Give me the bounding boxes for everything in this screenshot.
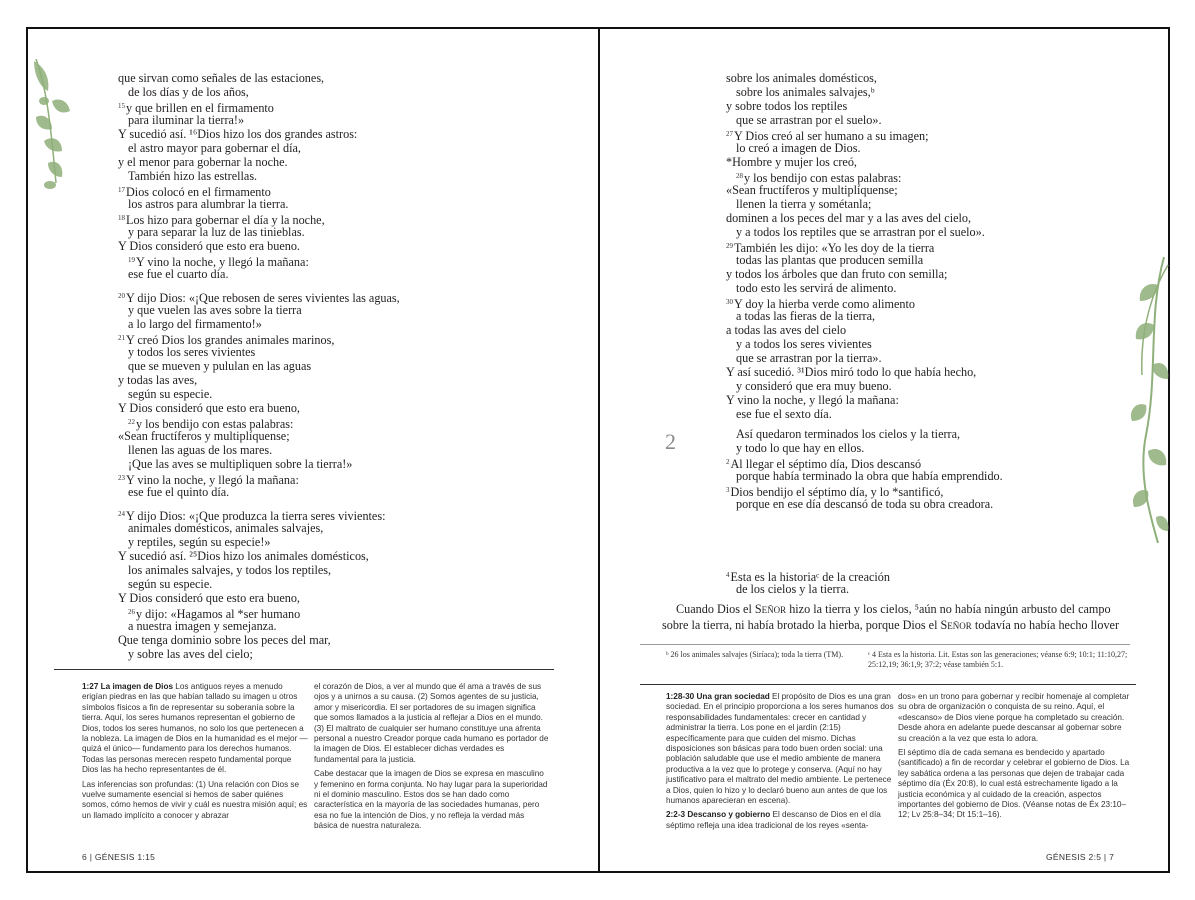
verse-text: Y doy la hierba verde como alimento [734,297,915,311]
verse-line [118,633,331,647]
verse-text: Y dijo Dios: «¡Que rebosen de seres vivientes las aguas, [126,291,400,305]
verse-line [128,535,270,549]
verse-text: Al llegar el séptimo día, Dios descansó [730,457,922,471]
verse-line [128,225,305,239]
verse-text: Y sucedió así. ²⁵Dios hizo los animales domésticos, [118,549,369,563]
verse-text: Así quedaron terminados los cielos y la tierra, [736,427,961,441]
verse-text: que se arrastran por el suelo». [736,113,882,127]
verse-line [736,337,872,351]
verse-line [128,647,253,661]
verse-line [726,155,857,169]
verse-text: Y sucedió así. ¹⁶Dios hizo los dos grandes astros: [118,127,358,141]
verse-line [726,365,976,379]
note-body: Los antiguos reyes a menudo erigían piedras en las que habían tallado su imagen u otros símbolos físicos a fin de representar su soberanía sobre la tierra. Aquí, los seres humanos representan el gobierno de Dios, todos los seres humanos, no solo los que pertenecen a la nobleza. La imagen de Dios en la humanidad es el mejor —quizá el único— fundamento para los derechos humanos. Todas las personas merecen respeto fundamental porque Dios las ha hecho representantes de él. [82,682,308,775]
verse-text: Y Dios consideró que esto era bueno, [118,401,300,415]
prose-text: todavía no había hecho llover [971,618,1120,632]
verse-number: 2 [726,458,730,466]
verse-text: llenen las aguas de los mares. [128,443,273,457]
verse-line [736,225,985,239]
verse-text: Esta es la historiaᶜ de la creación [730,570,890,584]
verse-text: «Sean fructíferos y multiplíquense; [118,429,290,443]
verse-line [118,591,300,605]
note-body: El descanso de Dios en el día séptimo refleja una idea tradicional de los reyes «senta- [666,810,881,830]
verse-line [736,379,892,393]
verse-number: 4 [726,571,730,579]
verse-text: ese fue el cuarto día. [128,267,229,281]
verse-line [118,549,369,563]
verse-text: a todas las fieras de la tierra, [736,309,876,323]
left-study-note-col2 [314,682,550,836]
note-heading-descanso: 2:2-3 Descanso y gobierno [666,810,771,820]
verse-text: y a todos los reptiles que se arrastran por el suelo». [736,225,985,239]
verse-text: según su especie. [128,387,213,401]
verse-text: Y dijo Dios: «¡Que produzca la tierra seres vivientes: [126,509,386,523]
verse-line [736,281,896,295]
verse-text: y sobre todos los reptiles [726,99,848,113]
prose-line-2 [662,617,1119,634]
verse-number: 3 [726,486,730,494]
verse-text: Y vino la noche, y llegó la mañana: [136,255,309,269]
verse-text: y dijo: «Hagamos al *ser humano [136,607,301,621]
verse-number: 28 [736,172,743,180]
verse-text: y todo lo que hay en ellos. [736,441,865,455]
prose-text: Cuando Dios el [676,602,755,616]
verse-text: a todas las aves del cielo [726,323,847,337]
verse-line [128,317,262,331]
verse-text: todas las plantas que producen semilla [736,253,924,267]
footnote-b: ᵇ 26 los animales salvajes (Siríaca); toda la tierra (TM). [666,650,844,659]
verse-line [736,85,874,99]
verse-text: sobre los animales domésticos, [726,71,877,85]
verse-text: sobre los animales salvajes,ᵇ [736,85,875,99]
verse-number: 17 [118,186,125,194]
verse-line [128,359,311,373]
verse-text: Y Dios consideró que esto era bueno, [118,591,300,605]
verse-line [128,267,229,281]
verse-text: porque había terminado la obra que había emprendido. [736,469,1003,483]
verse-line [726,267,947,281]
verse-number: 20 [118,292,125,300]
left-folio: 6 | GÉNESIS 1:15 [82,852,156,862]
verse-text: según su especie. [128,577,213,591]
right-study-note-col2 [898,692,1130,825]
verse-line [118,155,288,169]
leaf-decoration-left-icon [30,57,80,189]
verse-text: que sirvan como señales de las estaciones, [118,71,325,85]
verse-number: 22 [128,418,135,426]
verse-text: a lo largo del firmamento!» [128,317,262,331]
verse-line [128,521,323,535]
verse-text: todo esto les servirá de alimento. [736,281,897,295]
verse-number: 30 [726,298,733,306]
chapter-number: 2 [665,429,676,454]
verse-line [118,71,324,85]
verse-text: Los hizo para gobernar el día y la noche, [126,213,325,227]
verse-line [736,351,882,365]
verse-line [128,197,288,211]
verse-text: y sobre las aves del cielo; [128,647,253,661]
verse-text: También les dijo: «Yo les doy de la tierra [734,241,935,255]
verse-text: y los bendijo con estas palabras: [136,417,294,431]
verse-text: el astro mayor para gobernar el día, [128,141,301,155]
verse-text: ese fue el quinto día. [128,485,230,499]
note-body: El séptimo día de cada semana es bendecido y apartado (santificado) a fin de recordar y celebrar el gobierno de Dios. La ley sabática ordena a las personas que dejen de trabajar cada séptimo día (Éx 20:8), lo cual está estrechamente ligado a la justicia económica y al cuidado de la creación, aspectos importantes del gobierno de Dios. (Véanse notas de Éx 23:10–12; Lv 25:8–34; Dt 15:1–16). [898,748,1130,820]
verse-number: 27 [726,130,733,138]
verse-line [118,429,290,443]
note-body: dos» en un trono para gobernar y recibir homenaje al completar su obra de organización o conquista de su reino. Aquí, el «descanso» de Dios viene porque ha completado su creación. Desde ahora en adelante puede descansar al gobernar sobre su creación a la vez que esta lo adora. [898,692,1130,743]
note-body: el corazón de Dios, a ver al mundo que él ama a través de sus ojos y a unirnos a su causa. (2) Somos agentes de su justicia, amor y misericordia. El ser portadores de su imagen significa que somos llamados a la justicia al reflejar a Dios en el mundo. (3) El maltrato de cualquier ser humano constituye una afrenta personal a nuestro Creador porque cada humano es portador de la imagen de Dios. El establecer dichas verdades es fundamental para la justicia. [314,682,549,764]
verse-text: y el menor para gobernar la noche. [118,155,288,169]
verse-text: Dios colocó en el firmamento [126,185,271,199]
verse-line [128,485,229,499]
verse-line [726,393,899,407]
verse-text: porque en ese día descansó de toda su obra creadora. [736,497,994,511]
verse-line [128,387,212,401]
note-body: El propósito de Dios es una gran sociedad. En el principio proporciona a los seres humanos dos responsabilidades fundamentales: crecer en cantidad y administrar la tierra. Los pone en el jardín (2:15) específicamente para que cuiden del mismo. Dichas disposiciones son básicas para todo buen orden social: una población saludable que use el medio ambiente de manera productiva a la vez que lo protege y conserva. (Aquí no hay justificativo para el maltrato del medio ambiente. Le pertenece a Dios, quien lo hizo y lo declaró bueno aun antes de que los humanos aparecieran en escena). [666,692,894,806]
right-note-rule [640,684,1136,685]
verse-text: ese fue el sexto día. [736,407,832,421]
prose-line-1 [676,601,1111,618]
verse-text: a nuestra imagen y semejanza. [128,619,277,633]
verse-text: Y vino la noche, y llegó la mañana: [726,393,899,407]
lord-small-caps: Señor [754,602,787,616]
verse-text: y que vuelen las aves sobre la tierra [128,303,302,317]
vine-decoration-right-icon [1128,255,1170,545]
verse-line [128,563,331,577]
verse-text: los astros para alumbrar la tierra. [128,197,289,211]
verse-text: que se arrastran por la tierra». [736,351,882,365]
verse-line [736,427,960,441]
verse-number: 15 [118,102,125,110]
left-page [28,29,598,871]
verse-line [128,619,277,633]
note-heading-imagen-de-dios: 1:27 La imagen de Dios [82,682,174,691]
verse-text: Y vino la noche, y llegó la mañana: [126,473,299,487]
note-body: Las inferencias son profundas: (1) Una relación con Dios se vuelve sumamente esencial si hemos de saber quiénes somos, cómo hemos de vivir y cuál es nuestra misión aquí; es un llamado implícito a conocer y abrazar [82,779,308,820]
verse-text: los animales salvajes, y todos los reptiles, [128,563,332,577]
verse-line [726,99,847,113]
verse-line [128,345,255,359]
verse-text: y los bendijo con estas palabras: [744,171,902,185]
verse-number: 23 [118,474,125,482]
verse-text: y a todos los seres vivientes [736,337,872,351]
verse-line [118,401,300,415]
verse-text: «Sean fructíferos y multiplíquense; [726,183,898,197]
verse-line [736,407,832,421]
verse-number: 24 [118,510,125,518]
verse-line [726,211,971,225]
verse-line [726,183,898,197]
verse-text: llenen la tierra y sométanla; [736,197,872,211]
prose-text: sobre la tierra, ni había brotado la hierba, porque Dios el [662,618,941,632]
verse-text: y para separar la luz de las tinieblas. [128,225,305,239]
verse-text: lo creó a imagen de Dios. [736,141,861,155]
verse-line [736,582,849,596]
verse-line [118,127,357,141]
verse-line [726,323,846,337]
verse-text: de los días y de los años, [128,85,249,99]
verse-text: dominen a los peces del mar y a las aves del cielo, [726,211,972,225]
verse-text: ¡Que las aves se multipliquen sobre la tierra!» [128,457,353,471]
book-spread [26,27,1170,873]
verse-number: 19 [128,256,135,264]
lord-small-caps: Señor [940,618,972,632]
note-body: Cabe destacar que la imagen de Dios se expresa en masculino y femenino en forma conjunta. No hay lugar para la superioridad ni el dominio masculino. Estos dos se han dado como característica en la mayoría de las sociedades humanas, pero esa no fue la intención de Dios, y no refleja la verdad más básica de nuestra naturaleza. [314,769,548,831]
right-page [600,29,1170,871]
verse-text: y consideró que era muy bueno. [736,379,892,393]
verse-text: que se mueven y pululan en las aguas [128,359,312,373]
verse-line [128,141,301,155]
verse-text: de los cielos y la tierra. [736,582,850,596]
verse-text: animales domésticos, animales salvajes, [128,521,324,535]
right-study-note-col1 [666,692,894,835]
footnote-rule [640,644,1130,645]
prose-text: hizo la tierra y los cielos, ⁵aún no había ningún arbusto del campo [786,602,1111,616]
verse-line [128,443,272,457]
verse-line [128,113,244,127]
verse-line [726,71,877,85]
verse-line [128,457,352,471]
verse-line [128,85,249,99]
verse-line [736,441,864,455]
verse-text: Que tenga dominio sobre los peces del mar, [118,633,331,647]
verse-line [128,303,302,317]
verse-line [118,239,300,253]
verse-line [736,469,1003,483]
verse-line [736,197,871,211]
verse-line [128,169,257,183]
verse-line [128,577,212,591]
verse-number: 21 [118,334,125,342]
verse-text: También hizo las estrellas. [128,169,258,183]
verse-line [736,497,993,511]
verse-text: y reptiles, según su especie!» [128,535,271,549]
verse-text: y todas las aves, [118,373,198,387]
verse-text: y todos los árboles que dan fruto con semilla; [726,267,948,281]
verse-line [736,113,882,127]
verse-text: Y Dios creó al ser humano a su imagen; [734,129,929,143]
verse-text: *Hombre y mujer los creó, [726,155,857,169]
verse-text: Y creó Dios los grandes animales marinos, [126,333,335,347]
verse-text: y todos los seres vivientes [128,345,256,359]
left-note-rule [54,669,554,670]
verse-number: 26 [128,608,135,616]
verse-line [736,309,875,323]
right-folio: GÉNESIS 2:5 | 7 [1046,852,1115,862]
verse-number: 29 [726,242,733,250]
verse-text: para iluminar la tierra!» [128,113,245,127]
verse-line [118,373,197,387]
verse-text: Y así sucedió. ³¹Dios miró todo lo que había hecho, [726,365,977,379]
verse-line [736,253,923,267]
verse-text: Y Dios consideró que esto era bueno. [118,239,300,253]
verse-number: 18 [118,214,125,222]
verse-text: Dios bendijo el séptimo día, y lo *santificó, [730,485,944,499]
verse-text: y que brillen en el firmamento [126,101,274,115]
left-study-note-col1 [82,682,310,825]
footnote-c: ᶜ 4 Esta es la historia. Lit. Estas son las generaciones; véanse 6:9; 10:1; 11:10,27; 25:12,19; 36:1,9; 37:2; véase también 5:1. [868,650,1128,669]
verse-line [736,141,861,155]
note-heading-gran-sociedad: 1:28-30 Una gran sociedad [666,692,770,701]
